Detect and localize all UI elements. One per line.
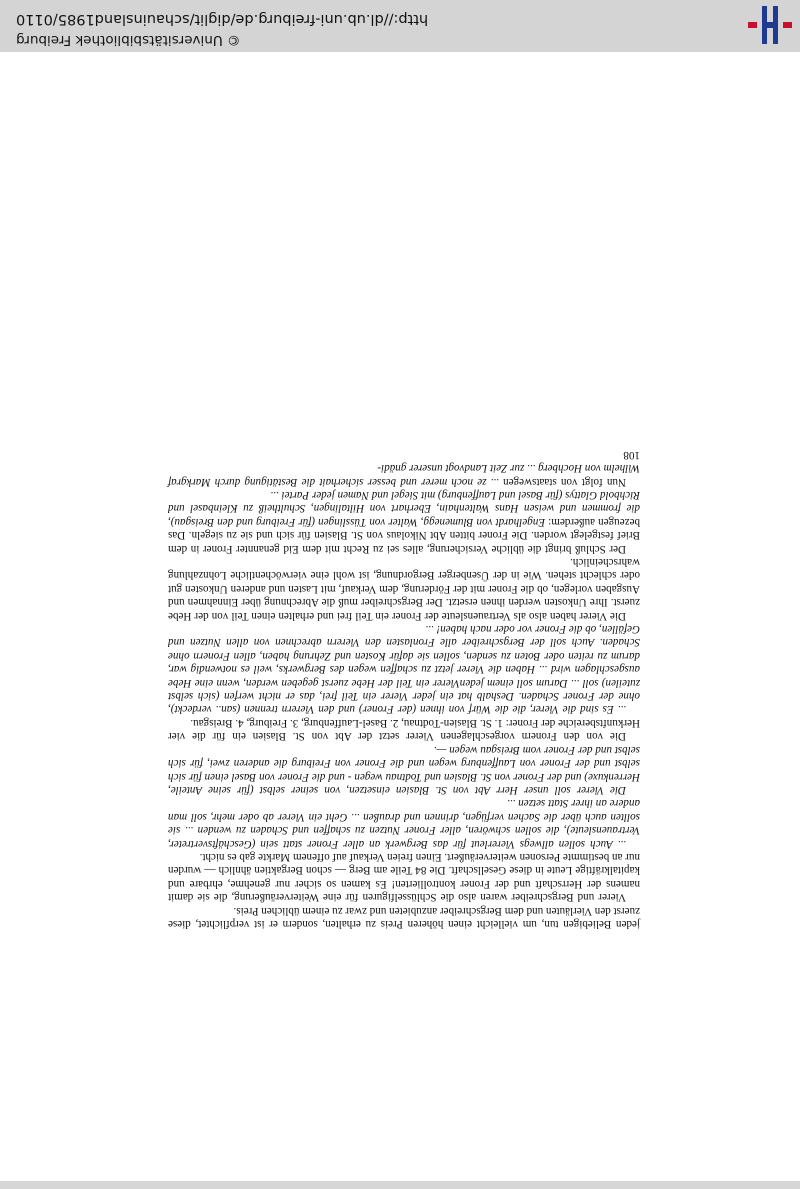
paragraph <box>168 555 640 622</box>
top-strip <box>0 1181 800 1189</box>
paragraph-text: ... Es sind die Vierer, die die Würf von ihnen (der Froner) und den Vierern trennen (san.. verdeckt), ohne der Froner Schaden. Deshalb hat ein jeder Vierer ein Teil frei, das er nicht werfen (sich selbst zuteilen) soll ... Darum soll einem jedenVierer ein Teil der Hebe zuerst gegeben werden, wenn eine Hebe ausgeschlagen wird ... Haben die Vierer jetzt zu schaffen wegen des Bergwerks, weil es notwendig war, darum zu reiten oder Boten zu senden, sollen sie dafür Kosten und Zehrung haben, allen Fronern ohne Schaden. Auch soll der Bergschreiber alle Fronlasten den Vierern abrechnen von allen Nutzen und Gefällen, ob die Froner vor oder nach haben! ... <box>168 623 640 716</box>
paragraph-italic-text: Engelhardt von Blumenegg, Walter von Tüsslingen (für Freiburg und den Breisgau), die frommen und weisen Hans Waltenhain, Eberhart von Hiltalingen, Schultheiß zu Kleinbasel und Richbold Glattys (für Basel und Lauffenburg) mit Siegel und Namen jeder Partei ... <box>167 489 640 528</box>
paragraph-text: Die Vierer haben also als Vertrauensleute der Froner ein Teil frei und erhalten einen Teil von der Hebe zuerst. Ihre Unkosten werden ihnen ersetzt. Der Bergschreiber muß die Abrechnung über Einnahmen und Ausgaben vorlegen, ob die Froner mit der Förderung, dem Verkauf, mit Lasten und anderen Unkosten gut oder schlecht stehen. Wie in der Üsenberger Bergordnung, ist wohl eine vierwöchentliche Lohnzahlung wahrscheinlich. <box>168 556 640 622</box>
paragraph-text: Nun folgt von staatswegen <box>498 475 626 488</box>
paragraph-text: ... Auch sollen allwegs Viererleut für das Bergwerk an aller Froner statt sein (Geschäftsvertreter, Vertrauensleute), die sollen schwören, aller Froner Nutzen zu schaffen und Schaden zu wenden ... sie sollten auch über die Sachen verfügen, drinnen und draußen ... Geht ein Vierer ab oder mehr, soll man andere an ihrer Statt setzen ... <box>168 797 640 850</box>
paragraph <box>168 716 640 743</box>
paragraph-text: jeden Beliebigen tun, um vielleicht einen höheren Preis zu erhalten, sondern er ist verpflichtet, diese zuerst den Vierläuten und dem Bergschreiber anzubieten und zwar zu einem üblichen Preis. <box>168 904 640 930</box>
paragraph-text: Vierer und Bergschreiber waren also die Schlüsselfiguren für eine Weiterveräußerung, die sie damit namens der Herrschaft und der Froner kontrollierten! Es kamen so sicher nur genehme, ehrbare und kapitalkräftige Leute in diese Gesellschaft. Die 84 Teile am Berg — schon Bergaktien ähnlich — wurden nur an bestimmte Personen weiterveräußert. Einen freien Verkauf auf offenem Markte gab es nicht. <box>168 850 640 904</box>
page-number: 108 <box>623 448 640 461</box>
paragraph <box>168 903 640 930</box>
paragraph-text: Der Schluß bringt die übliche Versicherung, alles sei zu Recht mit dem Eid genannter Froner in dem Brief festgelegt worden. Die Froner bitten Abt Nikolaus von St. Blasien für sich und sie zu siegeln. Das bezeugen außerdem: <box>168 515 640 555</box>
library-copyright: © Universitätsbibliothek Freiburg <box>16 32 241 48</box>
paragraph-text: Die von den Fronern vorgeschlagenen Vierer setzt der Abt von St. Blasien ein für die vier Herkunftsbereiche der Froner: 1. St. Blasien-Todtnau, 2. Basel-Lauffenburg, 3. Freiburg, 4. Breisgau. <box>168 716 640 743</box>
paragraph <box>168 796 640 850</box>
paragraph <box>168 488 640 555</box>
library-bar <box>0 0 800 52</box>
paragraph <box>168 622 640 716</box>
library-url[interactable]: http://dl.ub.uni-freiburg.de/diglit/schauinsland1985/0110 <box>16 11 429 27</box>
paragraph-text: Die Vierer soll unser Herr Abt von St. Blasien einsetzen, von seiner selbst (für seine Anteile, Herrenkuxe) und der Froner von St. Blasien und Todtnau wegen - und die Froner von Basel einen für sich selbst und der Froner von Lauffenburg wegen und die Froner von Freiburg die anderen zwei, für sich selbst und der Froner vom Breisgau wegen —. <box>168 743 640 796</box>
paragraph-italic-text: ... ze noch merer und besser sicherhait die Bestätigung durch Markgraf Wilhelm von Hochberg ... zur Zeit Landvogt unserer gnädi- <box>168 462 640 488</box>
paragraph <box>168 850 640 904</box>
paragraph <box>168 742 640 796</box>
document-page <box>168 447 640 930</box>
library-logo-icon <box>748 4 792 46</box>
paragraph <box>168 461 640 488</box>
